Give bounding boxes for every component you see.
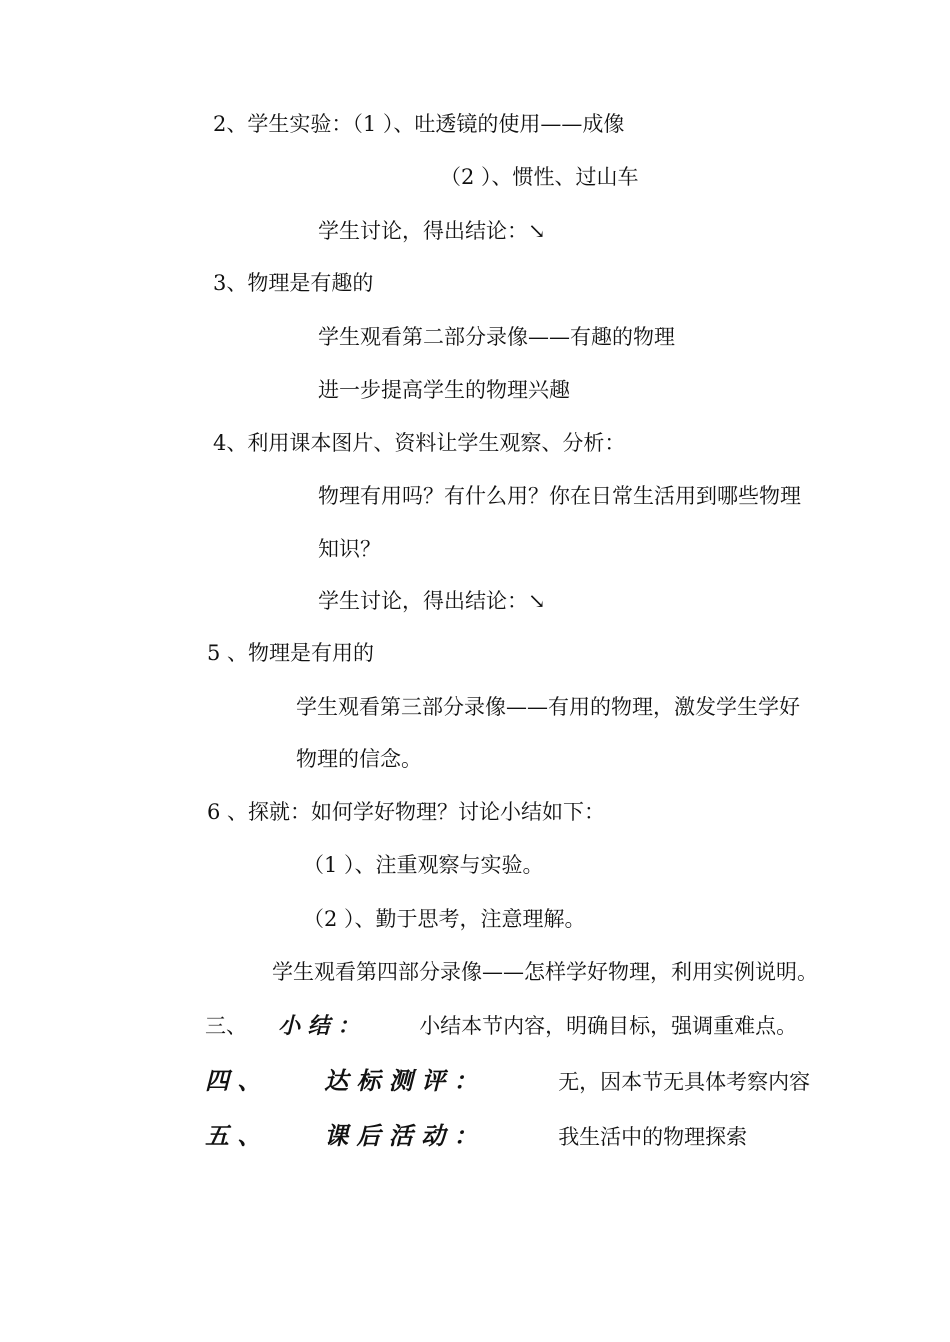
item-5-video-line1: 学生观看第三部分录像——有用的物理，激发学生学好	[296, 695, 800, 719]
section-activity-title: 课 后 活 动 ：	[324, 1121, 478, 1150]
section-assessment-text: 无，因本节无具体考察内容	[558, 1070, 811, 1094]
item-3-interest: 进一步提高学生的物理兴趣	[318, 378, 570, 402]
section-activity-number: 五 、	[205, 1121, 262, 1150]
item-5-video-line2: 物理的信念。	[296, 747, 422, 771]
item-3-heading: 3、物理是有趣的	[213, 271, 374, 295]
item-2-discussion: 学生讨论，得出结论：↘	[318, 219, 546, 243]
item-4-heading: 4、利用课本图片、资料让学生观察、分析：	[213, 431, 626, 455]
section-summary	[205, 1011, 797, 1043]
section-activity	[205, 1121, 747, 1154]
section-summary-text: 小结本节内容，明确目标，强调重难点。	[419, 1014, 798, 1038]
item-6-point-1: （1 ）、注重观察与实验。	[303, 853, 544, 877]
item-4-question-line1: 物理有用吗？有什么用？你在日常生活用到哪些物理	[318, 484, 801, 508]
item-5-heading: 5 、物理是有用的	[207, 641, 375, 665]
item-4-discussion: 学生讨论，得出结论：↘	[318, 589, 546, 613]
item-3-video: 学生观看第二部分录像——有趣的物理	[318, 325, 675, 349]
section-assessment	[205, 1066, 810, 1099]
item-6-video: 学生观看第四部分录像——怎样学好物理，利用实例说明。	[272, 960, 818, 984]
section-assessment-number: 四 、	[205, 1066, 262, 1095]
item-2-student-experiment: 2、学生实验：（1 ）、吐透镜的使用——成像	[213, 112, 625, 136]
section-summary-number: 三、	[205, 1014, 247, 1038]
item-6-point-2: （2 ）、勤于思考，注意理解。	[303, 907, 586, 931]
item-6-heading: 6 、探就：如何学好物理？讨论小结如下：	[207, 800, 606, 824]
section-summary-title: 小 结 ：	[278, 1013, 360, 1039]
section-assessment-title: 达 标 测 评 ：	[324, 1066, 478, 1095]
item-4-question-line2: 知识？	[318, 537, 381, 561]
section-activity-text: 我生活中的物理探索	[558, 1125, 748, 1149]
item-2-sub-2: （2 ）、惯性、过山车	[440, 165, 639, 189]
